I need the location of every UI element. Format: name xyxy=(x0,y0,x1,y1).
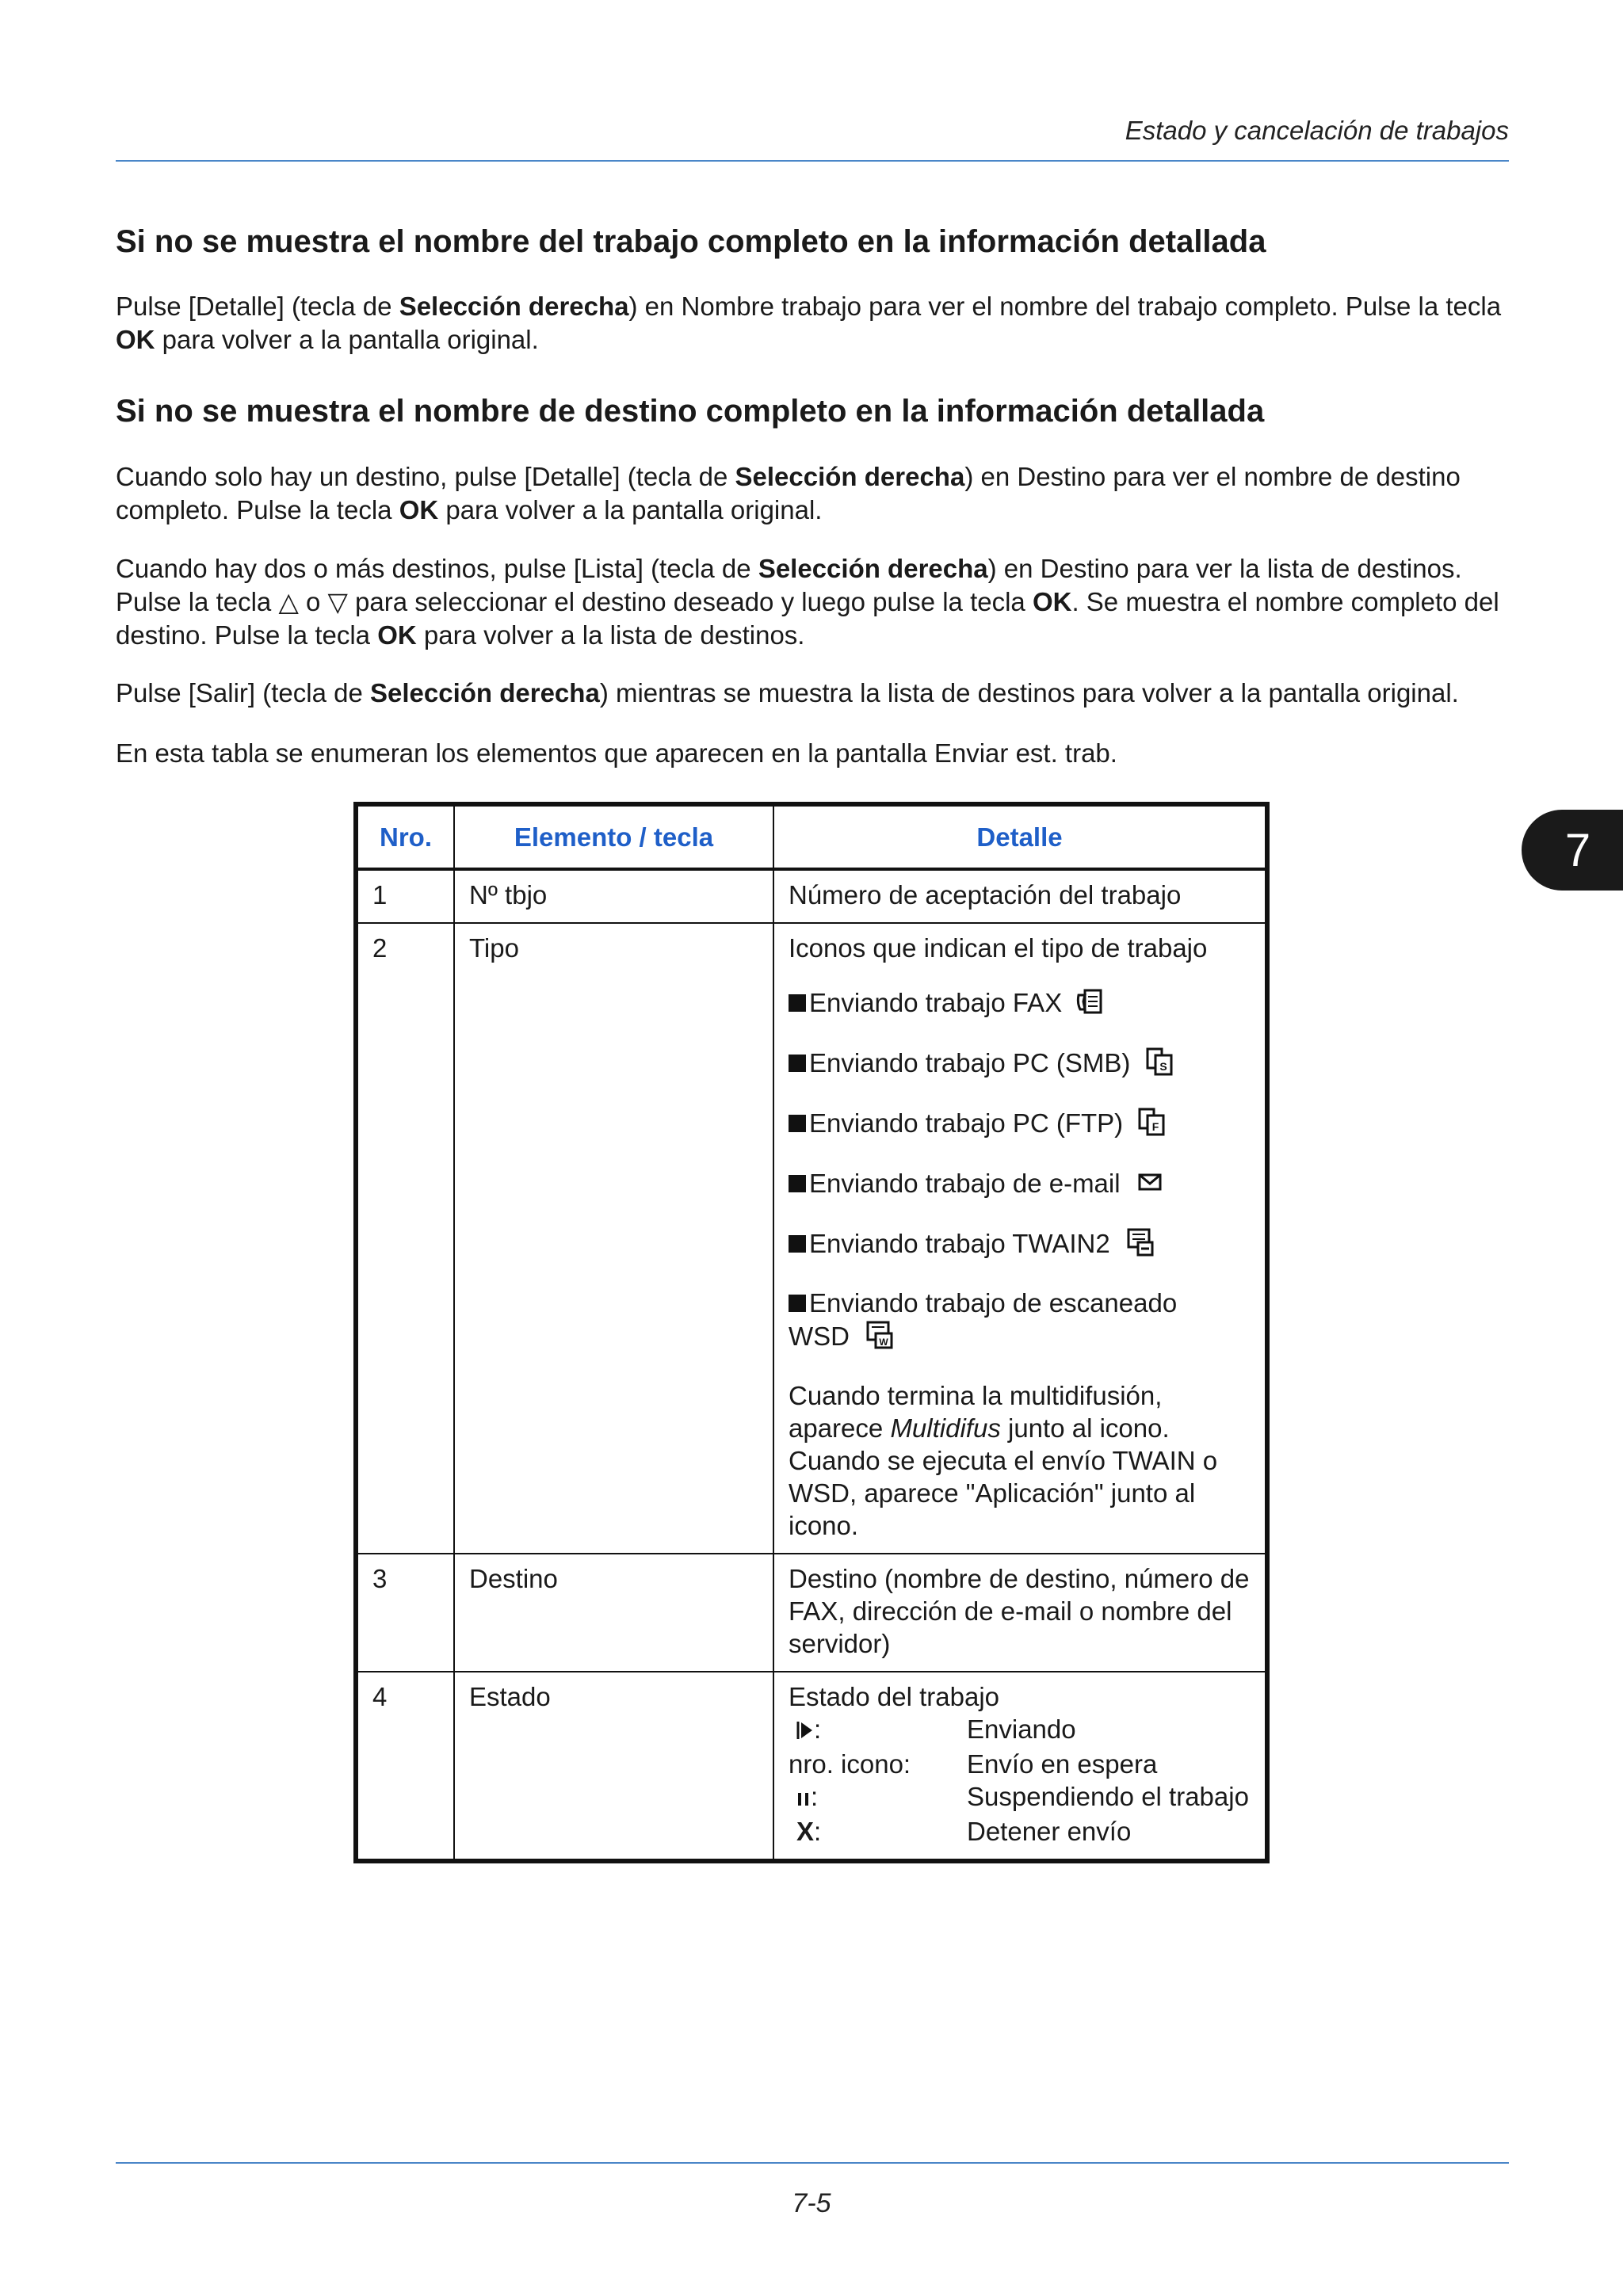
status-value: Envío en espera xyxy=(967,1749,1158,1779)
email-icon xyxy=(1134,1166,1166,1205)
status-key: nro. icono: xyxy=(789,1749,911,1779)
pc-ftp-icon xyxy=(1136,1106,1168,1145)
bullet-icon xyxy=(789,1175,806,1192)
job-type-item: Enviando trabajo FAX xyxy=(789,986,1251,1024)
chapter-tab: 7 xyxy=(1522,810,1623,891)
paragraph-multiple-destinations: Cuando hay dos o más destinos, pulse [Lista] (tecla de Selección derecha) en Destino para ver la lista de destinos. Pulse la tecla △ o ▽ para seleccionar el destino deseado y luego pulse la tecla OK. Se muestra el nombre completo del destino. Pulse la tecla OK para volver a la lista de destinos. xyxy=(116,554,1499,650)
row-number: 1 xyxy=(356,869,454,923)
section-heading-job-name: Si no se muestra el nombre del trabajo completo en la información detallada xyxy=(116,224,1266,259)
pc-smb-icon xyxy=(1144,1046,1176,1085)
row-detail: Número de aceptación del trabajo xyxy=(773,869,1267,923)
bullet-icon xyxy=(789,994,806,1012)
row-detail xyxy=(773,923,1267,1554)
stop-icon: X xyxy=(796,1816,815,1846)
row-detail xyxy=(773,1672,1267,1861)
running-head: Estado y cancelación de trabajos xyxy=(1125,116,1509,145)
table-row xyxy=(356,923,1267,1554)
svg-text:W: W xyxy=(879,1337,888,1348)
status-legend xyxy=(789,1713,1251,1848)
job-type-item: Enviando trabajo PC (FTP) F xyxy=(789,1106,1251,1145)
status-value: Enviando xyxy=(967,1714,1076,1744)
table-header-row xyxy=(356,804,1267,869)
paragraph-exit: Pulse [Salir] (tecla de Selección derecha) mientras se muestra la lista de destinos para volver a la pantalla original. xyxy=(116,678,1459,707)
status-value: Detener envío xyxy=(967,1816,1132,1846)
detail-intro: Iconos que indican el tipo de trabajo xyxy=(789,933,1208,963)
fax-icon xyxy=(1075,986,1107,1024)
status-intro: Estado del trabajo xyxy=(789,1682,1000,1711)
table-row xyxy=(356,869,1267,923)
paragraph-single-destination: Cuando solo hay un destino, pulse [Detalle] (tecla de Selección derecha) en Destino para ver el nombre de destino completo. Pulse la tecla OK para volver a la pantalla original. xyxy=(116,462,1461,524)
status-key: : xyxy=(789,1780,967,1815)
section-heading-destination: Si no se muestra el nombre de destino completo en la información detallada xyxy=(116,394,1265,429)
bullet-icon xyxy=(789,1115,806,1132)
row-number: 4 xyxy=(356,1672,454,1861)
job-type-item: Enviando trabajo TWAIN2 xyxy=(789,1226,1251,1265)
footer-rule xyxy=(116,2162,1509,2164)
row-element: Tipo xyxy=(454,923,773,1554)
bullet-icon xyxy=(789,1055,806,1072)
column-header-detail: Detalle xyxy=(773,804,1267,869)
job-type-item: Enviando trabajo de e-mail xyxy=(789,1166,1251,1205)
row-number: 2 xyxy=(356,923,454,1554)
items-table xyxy=(353,802,1270,1863)
row-element: Destino xyxy=(454,1554,773,1672)
pause-icon xyxy=(796,1783,811,1815)
row-element: Estado xyxy=(454,1672,773,1861)
column-header-element: Elemento / tecla xyxy=(454,804,773,869)
paragraph-table-intro: En esta tabla se enumeran los elementos que aparecen en la pantalla Enviar est. trab. xyxy=(116,738,1117,768)
status-key: X: xyxy=(796,1816,822,1846)
bullet-icon xyxy=(789,1235,806,1253)
header-rule xyxy=(116,160,1509,162)
column-header-nro: Nro. xyxy=(356,804,454,869)
bullet-icon xyxy=(789,1295,806,1312)
svg-text:S: S xyxy=(1159,1060,1167,1073)
twain-icon xyxy=(1124,1226,1155,1265)
page-number: 7-5 xyxy=(792,2188,831,2218)
job-type-item: Enviando trabajo PC (SMB) S xyxy=(789,1046,1251,1085)
wsd-icon xyxy=(863,1319,895,1358)
broadcast-note: Cuando termina la multidifusión, aparece Multidifus junto al icono. Cuando se ejecuta el envío TWAIN o WSD, aparece "Aplicación" junto al icono. xyxy=(789,1381,1218,1540)
svg-text:F: F xyxy=(1152,1120,1159,1133)
sending-icon xyxy=(795,1715,814,1748)
status-key: : xyxy=(789,1713,967,1748)
paragraph-job-name: Pulse [Detalle] (tecla de Selección derecha) en Nombre trabajo para ver el nombre del trabajo completo. Pulse la tecla OK para volver a la pantalla original. xyxy=(116,292,1502,354)
row-element: Nº tbjo xyxy=(454,869,773,923)
table-row xyxy=(356,1672,1267,1861)
row-detail: Destino (nombre de destino, número de FAX, dirección de e-mail o nombre del servidor) xyxy=(773,1554,1267,1672)
table-row xyxy=(356,1554,1267,1672)
status-value: Suspendiendo el trabajo xyxy=(967,1781,1249,1811)
job-type-item: Enviando trabajo de escaneado WSD W xyxy=(789,1287,1251,1358)
row-number: 3 xyxy=(356,1554,454,1672)
